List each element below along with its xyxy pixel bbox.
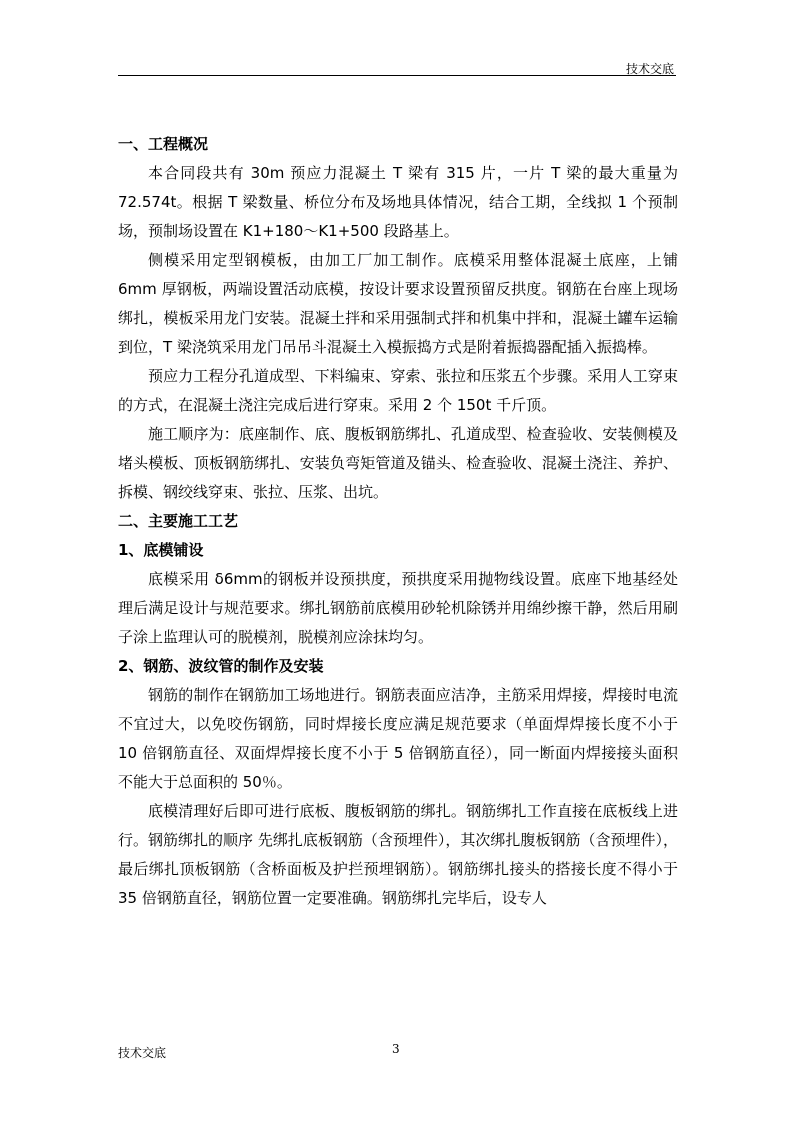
paragraph: 本合同段共有 30m 预应力混凝土 T 梁有 315 片，一片 T 梁的最大重量为 72.574t。根据 T 梁数量、桥位分布及场地具体情况，结合工期，全线拟 1 个预制场，预制场设置在 K1+180～K1+500 段路基上。 <box>118 164 678 240</box>
paragraph: 底模采用 δ6mm的钢板并设预拱度，预拱度采用抛物线设置。底座下地基经处理后满足设计与规范要求。绑扎钢筋前底模用砂轮机除锈并用绵纱擦干静，然后用刷子涂上监理认可的脱模剂，脱模剂应涂抹均匀。 <box>118 570 678 646</box>
paragraph: 钢筋的制作在钢筋加工场地进行。钢筋表面应洁净，主筋采用焊接，焊接时电流不宜过大，以免咬伤钢筋，同时焊接长度应满足规范要求（单面焊焊接长度不小于 10 倍钢筋直径、双面焊焊接长度不小于 5 倍钢筋直径），同一断面内焊接接头面积不能大于总面积的 50％。 <box>118 686 678 791</box>
footer-label: 技术交底 <box>118 1046 167 1060</box>
header-rule <box>118 75 676 76</box>
section-heading-overview: 一、工程概况 <box>118 135 209 153</box>
paragraph: 施工顺序为：底座制作、底、腹板钢筋绑扎、孔道成型、检查验收、安装侧模及堵头模板、顶板钢筋绑扎、安装负弯矩管道及锚头、检查验收、混凝土浇注、养护、拆模、钢绞线穿束、张拉、压浆、出坑。 <box>118 425 678 501</box>
paragraph: 侧模采用定型钢模板，由加工厂加工制作。底模采用整体混凝土底座，上铺 6mm 厚钢板，两端设置活动底模，按设计要求设置预留反拱度。钢筋在台座上现场绑扎，模板采用龙门安装。混凝土拌和采用强制式拌和机集中拌和，混凝土罐车运输到位，T 梁浇筑采用龙门吊吊斗混凝土入模振捣方式是附着振捣器配插入振捣棒。 <box>118 251 678 356</box>
header-title: 技术交底 <box>625 62 674 76</box>
paragraph: 预应力工程分孔道成型、下料编束、穿索、张拉和压浆五个步骤。采用人工穿束的方式，在混凝土浇注完成后进行穿束。采用 2 个 150t 千斤顶。 <box>118 367 678 414</box>
paragraph: 底模清理好后即可进行底板、腹板钢筋的绑扎。钢筋绑扎工作直接在底板线上进行。钢筋绑扎的顺序 先绑扎底板钢筋（含预埋件），其次绑扎腹板钢筋（含预埋件），最后绑扎顶板钢筋（含桥面板及护拦预埋钢筋）。钢筋绑扎接头的搭接长度不得小于 35 倍钢筋直径，钢筋位置一定要准确。钢筋绑扎完毕后，设专人 <box>118 802 678 907</box>
subsection-heading-rebar: 2、钢筋、波纹管的制作及安装 <box>118 657 324 675</box>
subsection-heading-bottom-form: 1、底模铺设 <box>118 541 204 559</box>
page-number: 3 <box>392 1042 400 1056</box>
section-heading-process: 二、主要施工工艺 <box>118 512 239 530</box>
document-body <box>118 130 678 913</box>
